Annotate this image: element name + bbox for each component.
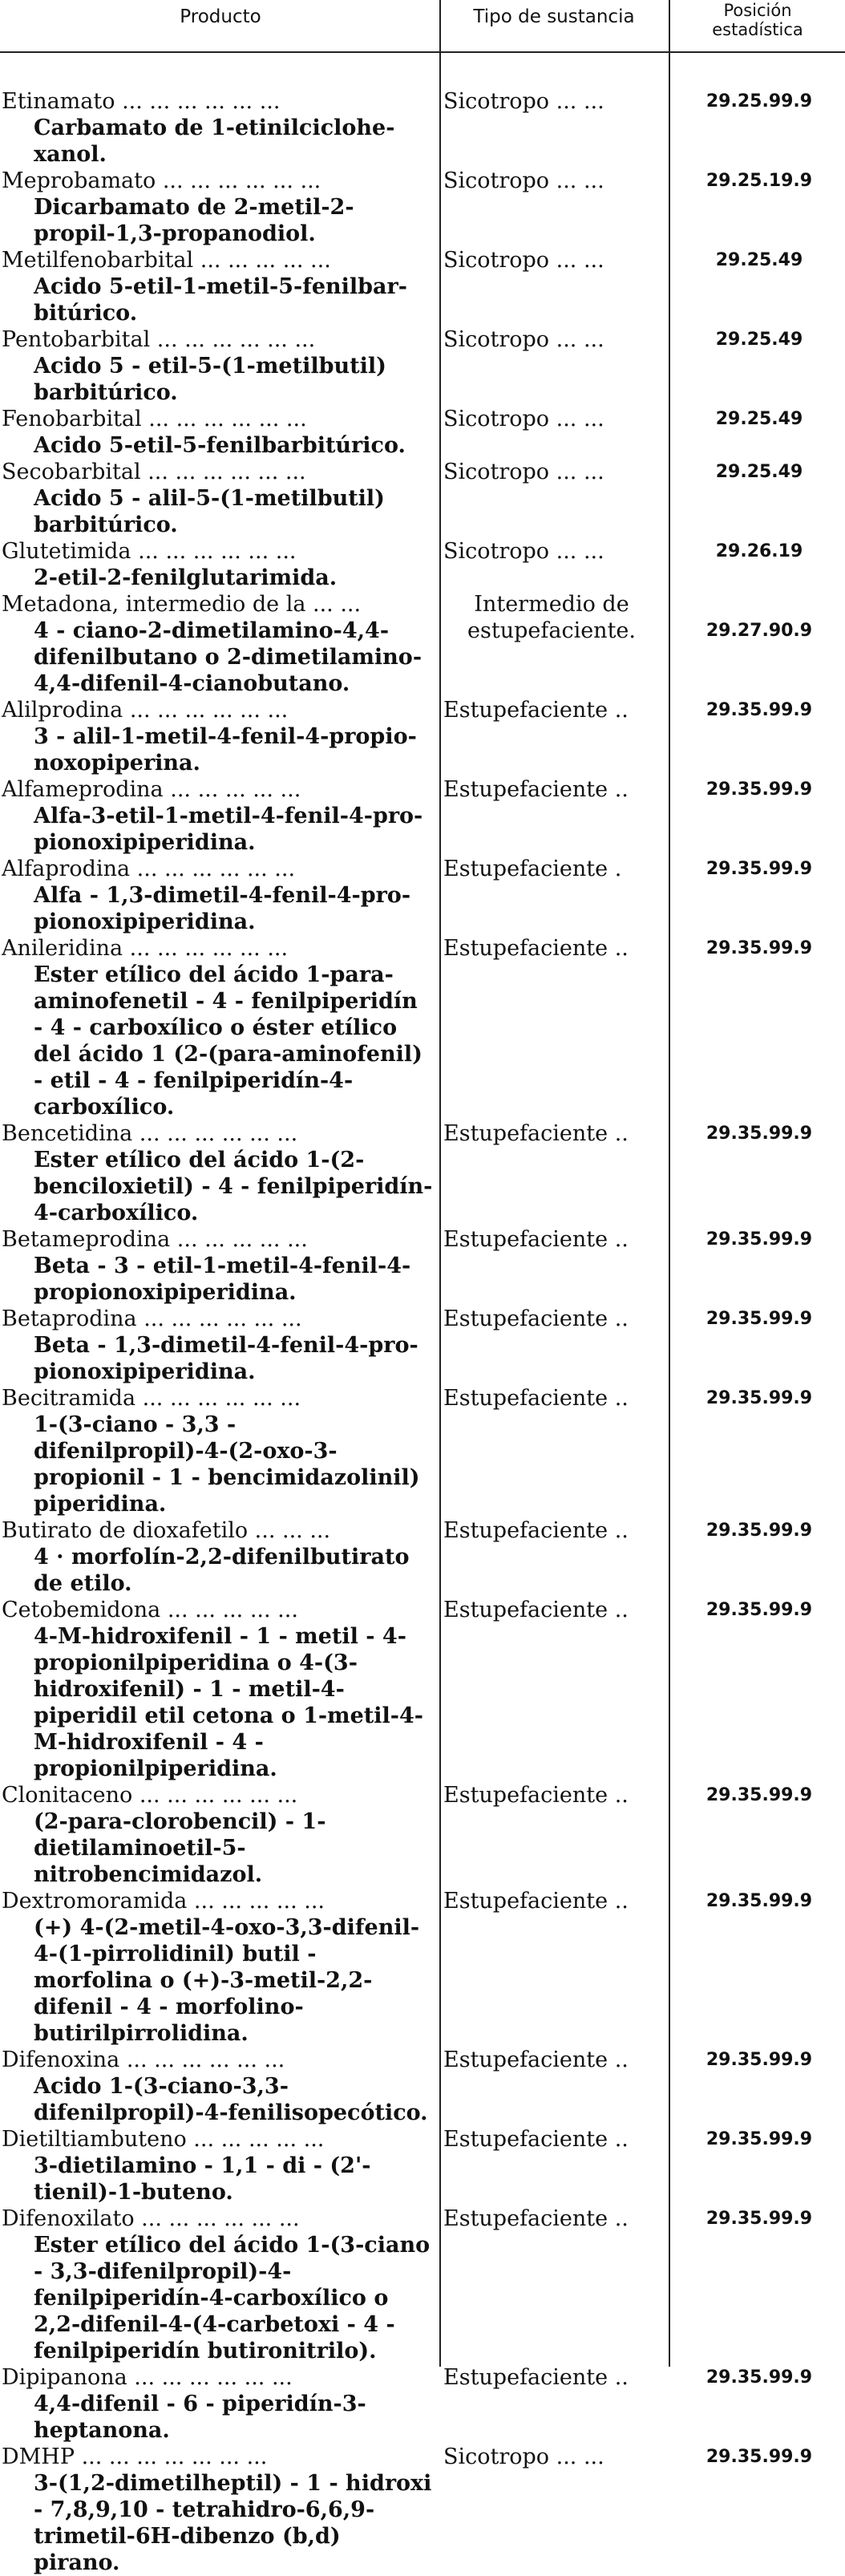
substance-type: Estupefaciente ..: [443, 1227, 629, 1252]
table-row: [0, 1385, 845, 1517]
product-cell: [0, 1385, 433, 1517]
table-row: [0, 2047, 845, 2126]
product-name: Becitramida ... ... ... ... ... ...: [2, 1386, 301, 1411]
table-row: [0, 1597, 845, 1782]
substance-type: Estupefaciente ..: [443, 698, 629, 723]
substance-type: Estupefaciente ..: [443, 1783, 629, 1808]
chemical-description: Dicarbamato de 2-metil-2-propil-1,3-propanodiol.: [34, 195, 354, 246]
product-cell: [0, 538, 433, 591]
chemical-description: (+) 4-(2-metil-4-oxo-3,3-difenil-4-(1-pirrolidinil) butil - morfolina o (+)-3-metil-2,2-difenil - 4 - morfolino-butirilpirrolidina.: [34, 1915, 420, 2046]
statistical-position: 29.25.99.9: [706, 91, 813, 111]
statistical-position: 29.35.99.9: [706, 1229, 813, 1250]
product-cell: [0, 326, 433, 406]
statistical-position: 29.35.99.9: [706, 780, 813, 800]
substance-type: Sicotropo ... ...: [443, 327, 604, 352]
table-row: [0, 935, 845, 1120]
chemical-description: Alfa - 1,3-dimetil-4-fenil-4-pro-pionoxipiperidina.: [34, 883, 411, 934]
substance-type: Estupefaciente ..: [443, 1386, 629, 1411]
statistical-position: 29.35.99.9: [706, 700, 813, 720]
statistical-position: 29.35.99.9: [706, 1785, 813, 1805]
chemical-description: Acido 5 - etil-5-(1-metilbutil) barbitúrico.: [34, 354, 386, 405]
chemical-description: Ester etílico del ácido 1-para-aminofenetil - 4 - fenilpiperidín - 4 - carboxílico o éster etílico del ácido 1 (2-(para-aminofenil) - etil - 4 - fenilpiperidín-4-carboxílico.: [34, 962, 422, 1120]
product-name: Difenoxina ... ... ... ... ... ...: [2, 2047, 285, 2072]
product-name: Clonitaceno ... ... ... ... ... ...: [2, 1783, 298, 1808]
statistical-position: 29.35.99.9: [706, 1309, 813, 1329]
product-name: DMHP ... ... ... ... ... ... ...: [2, 2444, 268, 2469]
substance-type: Estupefaciente ..: [443, 1889, 629, 1914]
chemical-description: 4 - ciano-2-dimetilamino-4,4-difenilbutano o 2-dimetilamino-4,4-difenil-4-cianobutano.: [34, 618, 422, 696]
product-cell: [0, 935, 433, 1120]
substance-type: Sicotropo ... ...: [443, 248, 604, 273]
product-name: Alilprodina ... ... ... ... ... ...: [2, 698, 289, 723]
product-cell: [0, 88, 433, 168]
product-name: Betameprodina ... ... ... ... ...: [2, 1227, 308, 1252]
product-name: Difenoxilato ... ... ... ... ... ...: [2, 2206, 300, 2231]
table-row: [0, 459, 845, 538]
table-row: [0, 247, 845, 326]
substance-type: Estupefaciente ..: [443, 1598, 629, 1622]
statistical-position: 29.35.99.9: [706, 2209, 813, 2229]
table-row: [0, 697, 845, 776]
substance-table: [0, 88, 845, 2576]
statistical-position: 29.35.99.9: [706, 1388, 813, 1408]
product-name: Glutetimida ... ... ... ... ... ...: [2, 539, 297, 564]
chemical-description: 3-dietilamino - 1,1 - di - (2'-tienil)-1-buteno.: [34, 2153, 371, 2205]
product-name: Pentobarbital ... ... ... ... ... ...: [2, 327, 316, 352]
chemical-description: 3 - alil-1-metil-4-fenil-4-propio-noxopiperina.: [34, 724, 417, 776]
product-name: Cetobemidona ... ... ... ... ...: [2, 1598, 298, 1622]
substance-type: Estupefaciente ..: [443, 1518, 629, 1543]
substance-type: Sicotropo ... ...: [443, 407, 604, 431]
product-cell: [0, 2444, 433, 2576]
table-row: [0, 1782, 845, 1888]
product-cell: [0, 1888, 433, 2047]
chemical-description: 2-etil-2-fenilglutarimida.: [34, 565, 338, 590]
chemical-description: 3-(1,2-dimetilheptil) - 1 - hidroxi - 7,8,9,10 - tetrahidro-6,6,9-trimetil-6H-dibenzo (b,d) pirano.: [34, 2471, 432, 2575]
table-row: [0, 168, 845, 247]
product-cell: [0, 856, 433, 935]
statistical-position: 29.35.99.9: [706, 1600, 813, 1620]
product-cell: [0, 697, 433, 776]
product-cell: [0, 591, 433, 697]
product-cell: [0, 2126, 433, 2205]
statistical-position: 29.35.99.9: [706, 1521, 813, 1541]
table-row: [0, 2126, 845, 2205]
chemical-description: Beta - 1,3-dimetil-4-fenil-4-pro-pionoxipiperidina.: [34, 1333, 418, 1384]
substance-type: Sicotropo ... ...: [443, 168, 604, 193]
statistical-position: 29.35.99.9: [706, 859, 813, 879]
table-row: [0, 1517, 845, 1597]
product-cell: [0, 2047, 433, 2126]
product-name: Secobarbital ... ... ... ... ... ...: [2, 460, 306, 484]
statistical-position: 29.27.90.9: [706, 621, 813, 641]
substance-type: Estupefaciente ..: [443, 2127, 629, 2152]
product-name: Dipipanona ... ... ... ... ... ...: [2, 2365, 293, 2390]
product-name: Meprobamato ... ... ... ... ... ...: [2, 168, 321, 193]
table-row: [0, 776, 845, 856]
chemical-description: Alfa-3-etil-1-metil-4-fenil-4-pro-pionoxipiperidina.: [34, 804, 423, 855]
product-cell: [0, 406, 433, 459]
chemical-description: Ester etílico del ácido 1-(2-benciloxietil) - 4 - fenilpiperidín-4-carboxílico.: [34, 1148, 433, 1225]
substance-type: Sicotropo ... ...: [443, 460, 604, 484]
table-row: [0, 1120, 845, 1226]
chemical-description: 4 · morfolín-2,2-difenilbutirato de etilo.: [34, 1545, 410, 1596]
statistical-position: 29.25.49: [715, 409, 803, 429]
substance-type: Estupefaciente ..: [443, 2365, 629, 2390]
chemical-description: Acido 5 - alil-5-(1-metilbutil) barbitúrico.: [34, 486, 385, 537]
substance-type: Estupefaciente ..: [443, 936, 629, 961]
header-rule: [0, 51, 845, 53]
table-row: [0, 2444, 845, 2576]
product-cell: [0, 2205, 433, 2364]
substance-type: Sicotropo ... ...: [443, 89, 604, 114]
table-row: [0, 406, 845, 459]
statistical-position: 29.35.99.9: [706, 2050, 813, 2070]
product-cell: [0, 1226, 433, 1306]
product-name: Butirato de dioxafetilo ... ... ...: [2, 1518, 331, 1543]
statistical-position: 29.35.99.9: [706, 1891, 813, 1911]
chemical-description: Carbamato de 1-etinilciclohe-xanol.: [34, 115, 395, 167]
chemical-description: 4-M-hidroxifenil - 1 - metil - 4-propionilpiperidina o 4-(3-hidroxifenil) - 1 - metil-4-piperidil etil cetona o 1-metil-4-M-hidroxifenil - 4 - propionilpiperidina.: [34, 1624, 423, 1781]
chemical-description: Acido 1-(3-ciano-3,3-difenilpropil)-4-fenilisopecótico.: [34, 2074, 428, 2125]
chemical-description: 1-(3-ciano - 3,3 - difenilpropil)-4-(2-oxo-3-propionil - 1 - bencimidazolinil) piperidina.: [34, 1412, 420, 1517]
substance-type: Estupefaciente ..: [443, 1121, 629, 1146]
statistical-position: 29.25.49: [715, 250, 803, 270]
table-row: [0, 1226, 845, 1306]
substance-type: Estupefaciente ..: [443, 2047, 629, 2072]
product-cell: [0, 1517, 433, 1597]
product-cell: [0, 247, 433, 326]
statistical-position: 29.35.99.9: [706, 938, 813, 958]
product-cell: [0, 2364, 433, 2444]
chemical-description: Beta - 3 - etil-1-metil-4-fenil-4-propionoxipiperidina.: [34, 1254, 411, 1305]
header-position-line1: Posición: [723, 1, 792, 20]
product-cell: [0, 1782, 433, 1888]
substance-type: Estupefaciente .: [443, 857, 622, 881]
product-cell: [0, 1120, 433, 1226]
statistical-position: 29.26.19: [715, 541, 803, 561]
product-name: Dietiltiambuteno ... ... ... ... ...: [2, 2127, 325, 2152]
product-cell: [0, 459, 433, 538]
product-name: Anileridina ... ... ... ... ... ...: [2, 936, 289, 961]
table-row: [0, 2205, 845, 2364]
substance-type: Estupefaciente ..: [443, 1306, 629, 1331]
table-row: [0, 856, 845, 935]
product-cell: [0, 776, 433, 856]
header-position-line2: estadística: [712, 20, 803, 39]
chemical-description: Acido 5-etil-1-metil-5-fenilbar-bitúrico.: [34, 274, 407, 326]
statistical-position: 29.35.99.9: [706, 1124, 813, 1144]
chemical-description: 4,4-difenil - 6 - piperidín-3-heptanona.: [34, 2392, 366, 2443]
table-row: [0, 1888, 845, 2047]
statistical-position: 29.35.99.9: [706, 2129, 813, 2149]
product-cell: [0, 168, 433, 247]
substance-type: Intermedio de estupefaciente.: [467, 592, 636, 643]
substance-type: Estupefaciente ..: [443, 2206, 629, 2231]
chemical-description: Ester etílico del ácido 1-(3-ciano - 3,3-difenilpropil)-4-fenilpiperidín-4-carboxílico o 2,2-difenil-4-(4-carbetoxi - 4 - fenilpiperidín butironitrilo).: [34, 2233, 431, 2363]
substance-type: Sicotropo ... ...: [443, 2444, 604, 2469]
statistical-position: 29.25.19.9: [706, 171, 813, 191]
table-row: [0, 326, 845, 406]
product-name: Metilfenobarbital ... ... ... ... ...: [2, 248, 331, 273]
statistical-position: 29.25.49: [715, 462, 803, 482]
table-row: [0, 2364, 845, 2444]
substance-type: Sicotropo ... ...: [443, 539, 604, 564]
header-substance-type: Tipo de sustancia: [473, 6, 635, 27]
product-name: Alfameprodina ... ... ... ... ...: [2, 777, 301, 802]
product-cell: [0, 1597, 433, 1782]
product-name: Metadona, intermedio de la ... ...: [2, 592, 362, 617]
product-name: Betaprodina ... ... ... ... ... ...: [2, 1306, 302, 1331]
product-name: Fenobarbital ... ... ... ... ... ...: [2, 407, 307, 431]
table-row: [0, 591, 845, 697]
table-row: [0, 88, 845, 168]
chemical-description: (2-para-clorobencil) - 1-dietilaminoetil-5-nitrobencimidazol.: [34, 1809, 326, 1887]
chemical-description: Acido 5-etil-5-fenilbarbitúrico.: [34, 433, 406, 458]
statistical-position: 29.35.99.9: [706, 2367, 813, 2388]
product-name: Bencetidina ... ... ... ... ... ...: [2, 1121, 298, 1146]
product-name: Alfaprodina ... ... ... ... ... ...: [2, 857, 296, 881]
statistical-position: 29.25.49: [715, 330, 803, 350]
substance-type: Estupefaciente ..: [443, 777, 629, 802]
product-cell: [0, 1306, 433, 1385]
statistical-position: 29.35.99.9: [706, 2447, 813, 2467]
product-name: Etinamato ... ... ... ... ... ...: [2, 89, 281, 114]
product-name: Dextromoramida ... ... ... ... ...: [2, 1889, 325, 1914]
table-row: [0, 538, 845, 591]
table-row: [0, 1306, 845, 1385]
header-product: Producto: [180, 6, 261, 27]
